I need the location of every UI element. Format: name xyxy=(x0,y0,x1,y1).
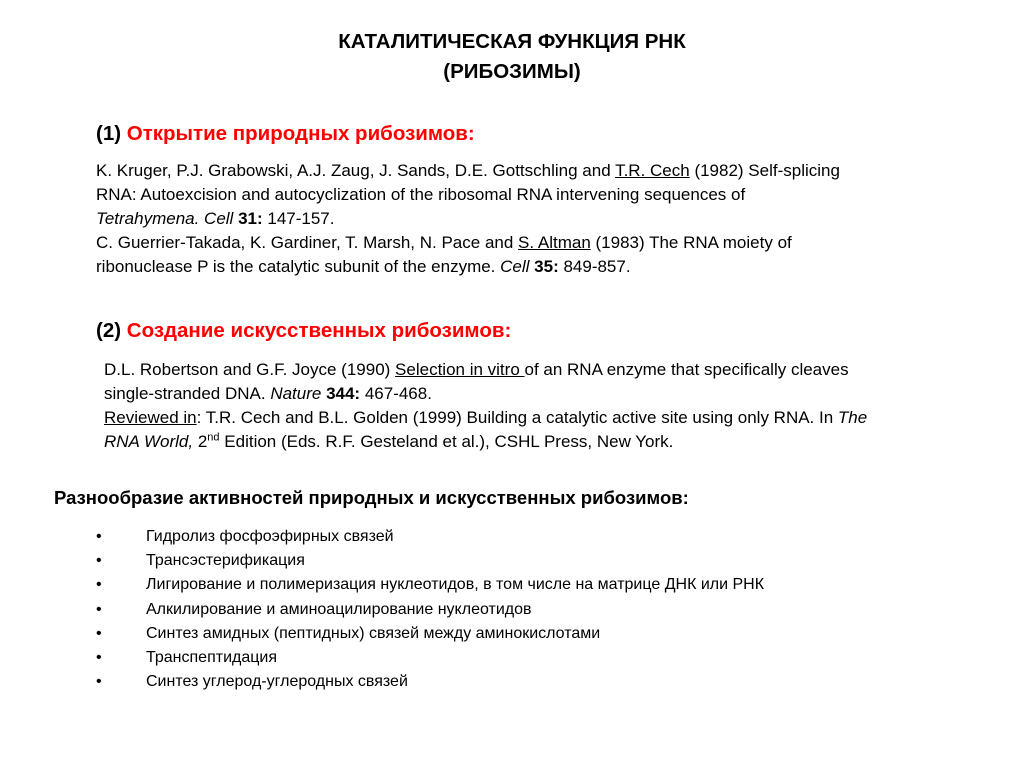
ref-title-cont: ribonuclease P is the catalytic subunit of the enzyme. xyxy=(96,257,501,276)
ref-pages: 849-857. xyxy=(558,257,631,276)
reference-robertson xyxy=(104,358,867,406)
ref-volume: 31: xyxy=(233,209,263,228)
ref-edition-suffix: nd xyxy=(207,431,220,444)
ref-text: : T.R. Cech and B.L. Golden (1999) Building a catalytic active site using only RNA. In xyxy=(196,408,838,427)
section2-number: (2) xyxy=(96,319,122,342)
section1-references xyxy=(96,159,840,279)
ref-highlighted-author: S. Altman xyxy=(518,233,591,252)
list-item-text: Синтез амидных (пептидных) связей между аминокислотами xyxy=(146,624,601,642)
list-item xyxy=(96,525,764,549)
list-item-text: Трансэстерификация xyxy=(146,552,305,570)
ref-edition-rest: Edition (Eds. R.F. Gesteland et al.), CSHL Press, New York. xyxy=(219,432,674,451)
section1-title: Открытие природных рибозимов: xyxy=(126,122,475,145)
ref-reviewed-in: Reviewed in xyxy=(104,408,197,427)
list-item-text: Транспептидация xyxy=(146,649,277,667)
list-item xyxy=(96,646,764,670)
list-item xyxy=(96,598,764,622)
list-item xyxy=(96,549,764,573)
reference-cech-golden xyxy=(104,406,867,454)
ref-title-cont: single-stranded DNA. xyxy=(104,384,271,403)
ref-title-cont: RNA: Autoexcision and autocyclization of the ribosomal RNA intervening sequences of xyxy=(96,185,746,204)
ref-book-title-part2: RNA World, xyxy=(104,432,194,451)
bullet-icon: • xyxy=(96,673,102,691)
ref-pages: 467-468. xyxy=(360,384,432,403)
ref-title: of an RNA enzyme that specifically cleaves xyxy=(524,360,849,379)
title-line-2: (РИБОЗИМЫ) xyxy=(443,60,581,83)
page-title xyxy=(0,27,1024,87)
ref-edition-number: 2 xyxy=(193,432,208,451)
ref-authors: D.L. Robertson and G.F. Joyce (1990) xyxy=(104,360,396,379)
list-item-text: Лигирование и полимеризация нуклеотидов, в том числе на матрице ДНК или РНК xyxy=(146,576,765,594)
ref-journal: Nature xyxy=(270,384,322,403)
reference-guerrier-takada xyxy=(96,231,840,279)
ref-volume: 344: xyxy=(321,384,361,403)
activity-list xyxy=(96,525,764,694)
list-item-text: Гидролиз фосфоэфирных связей xyxy=(146,528,394,545)
ref-book-title-part1: The xyxy=(837,408,868,427)
ref-year-title: (1983) The RNA moiety of xyxy=(590,233,792,252)
ref-highlighted-author: T.R. Cech xyxy=(615,161,690,180)
ref-authors: C. Guerrier-Takada, K. Gardiner, T. Marsh, N. Pace and xyxy=(96,233,519,252)
bullet-icon: • xyxy=(96,600,102,618)
section1-heading xyxy=(96,121,475,147)
list-item xyxy=(96,573,764,597)
reference-kruger xyxy=(96,159,840,231)
list-item xyxy=(96,622,764,646)
ref-highlighted-phrase: Selection in vitro xyxy=(395,360,525,379)
ref-pages: 147-157. xyxy=(262,209,335,228)
list-item-text: Алкилирование и аминоацилирование нуклеотидов xyxy=(146,600,532,618)
section1-number: (1) xyxy=(96,122,122,145)
list-item xyxy=(96,670,764,694)
section2-title: Создание искусственных рибозимов: xyxy=(126,319,512,342)
ref-journal: Cell xyxy=(199,209,234,228)
section2-references xyxy=(104,358,867,454)
diversity-heading: Разнообразие активностей природных и искусственных рибозимов: xyxy=(54,487,689,508)
ref-species: Tetrahymena. xyxy=(96,209,200,228)
title-line-1: КАТАЛИТИЧЕСКАЯ ФУНКЦИЯ РНК xyxy=(338,30,686,53)
ref-journal: Cell xyxy=(500,257,530,276)
bullet-icon: • xyxy=(96,552,102,570)
ref-authors: K. Kruger, P.J. Grabowski, A.J. Zaug, J. Sands, D.E. Gottschling and xyxy=(96,161,616,180)
bullet-icon: • xyxy=(96,528,102,545)
section2-heading xyxy=(96,318,511,344)
ref-volume: 35: xyxy=(529,257,559,276)
bullet-icon: • xyxy=(96,624,102,642)
bullet-icon: • xyxy=(96,576,102,594)
ref-year-title: (1982) Self-splicing xyxy=(689,161,840,180)
bullet-icon: • xyxy=(96,649,102,667)
list-item-text: Синтез углерод-углеродных связей xyxy=(146,673,408,691)
